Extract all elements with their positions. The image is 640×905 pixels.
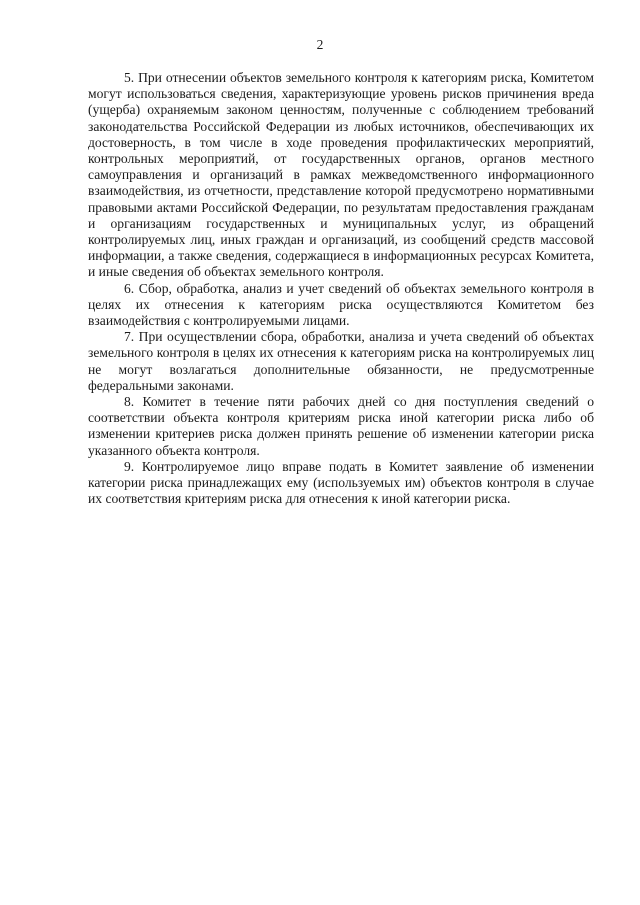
page-number: 2 — [316, 37, 324, 52]
paragraph-5: 5. При отнесении объектов земельного контроля к категориям риска, Комитетом могут использоваться сведения, характеризующие уровень рисков причинения вреда (ущерба) охраняемым законом ценностям, полученные с соблюдением требований законодательства Российской Федерации из любых источников, обеспечивающих их достоверность, в том числе в ходе проведения профилактических мероприятий, контрольных мероприятий, от государственных органов, органов местного самоуправления и организаций в рамках межведомственного информационного взаимодействия, из отчетности, представление которой предусмотрено нормативными правовыми актами Российской Федерации, по результатам предоставления гражданам и организациям государственных и муниципальных услуг, из обращений контролируемых лиц, иных граждан и организаций, из сообщений средств массовой информации, а также сведения, содержащиеся в информационных ресурсах Комитета, и иные сведения об объектах земельного контроля. — [88, 70, 594, 280]
document-body — [88, 70, 594, 507]
paragraph-6: 6. Сбор, обработка, анализ и учет сведений об объектах земельного контроля в целях их отнесения к категориям риска осуществляются Комитетом без взаимодействия с контролируемыми лицами. — [88, 280, 594, 329]
paragraph-9: 9. Контролируемое лицо вправе подать в Комитет заявление об изменении категории риска принадлежащих ему (используемых им) объектов контроля в случае их соответствия критериям риска для отнесения к иной категории риска. — [88, 458, 594, 507]
paragraph-8: 8. Комитет в течение пяти рабочих дней со дня поступления сведений о соответствии объекта контроля критериям риска иной категории риска либо об изменении критериев риска должен принять решение об изменении категории риска указанного объекта контроля. — [88, 394, 594, 458]
paragraph-7: 7. При осуществлении сбора, обработки, анализа и учета сведений об объектах земельного контроля в целях их отнесения к категориям риска на контролируемых лиц не могут возлагаться дополнительные обязанности, не предусмотренные федеральными законами. — [88, 329, 594, 393]
